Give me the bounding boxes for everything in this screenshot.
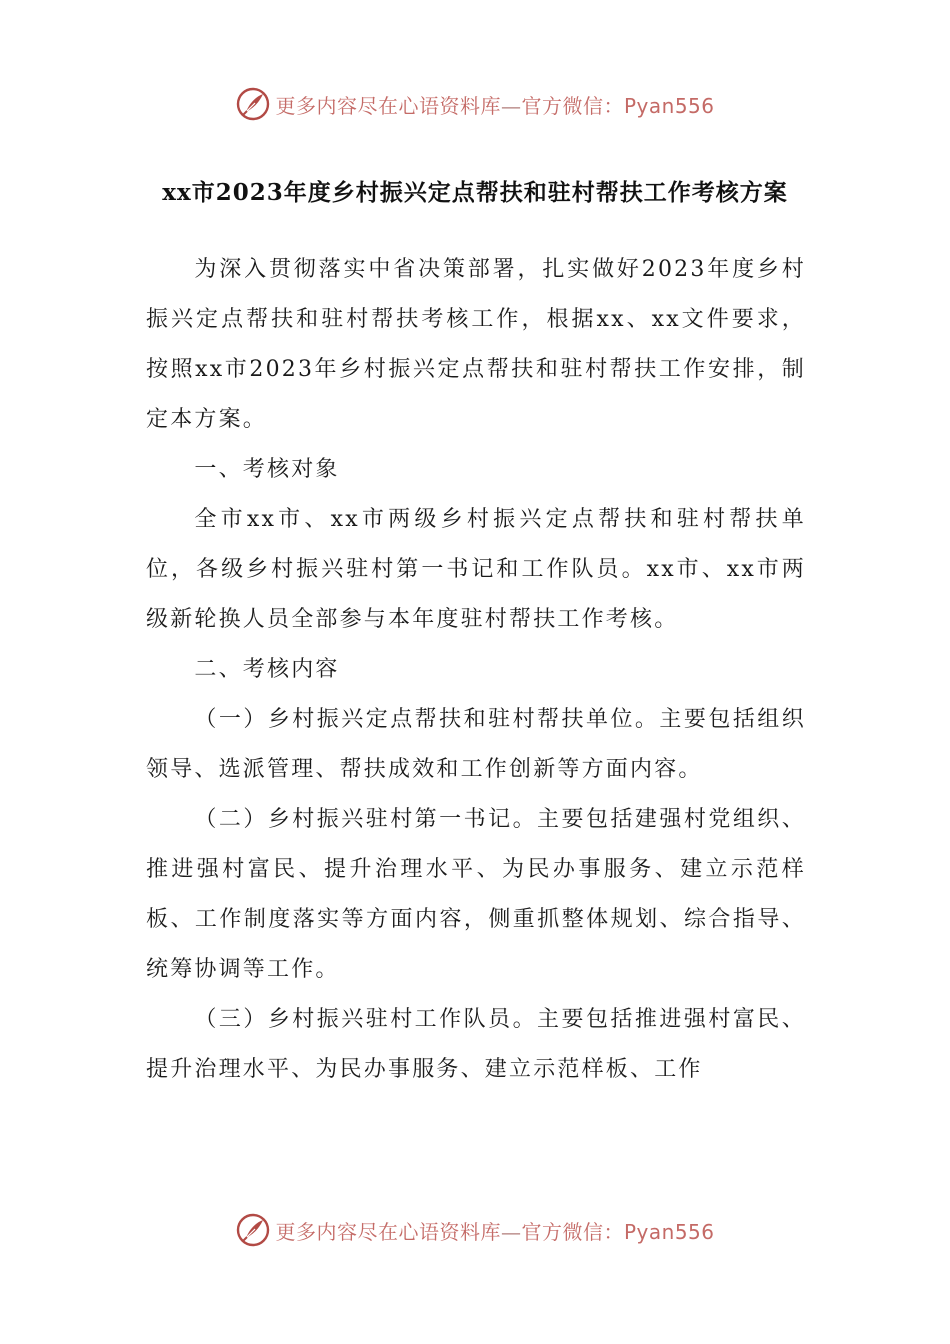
header-separator: — [500, 93, 522, 118]
footer-separator: — [500, 1219, 522, 1244]
header-banner [0, 82, 950, 126]
document-title: xx市2023年度乡村振兴定点帮扶和驻村帮扶工作考核方案 [162, 179, 788, 206]
section-heading-assessment-content: 二、考核内容 [194, 657, 340, 682]
footer-wechat-label: 官方微信： [521, 1219, 624, 1244]
paragraph-content-item-1: （一）乡村振兴定点帮扶和驻村帮扶单位。主要包括组织领导、选派管理、帮扶成效和工作创新等方面内容。 [146, 707, 806, 782]
section-heading-assessment-targets: 一、考核对象 [194, 457, 340, 482]
footer-brand-text: 更多内容尽在心语资料库 [275, 1219, 501, 1244]
quill-logo-icon [235, 86, 271, 122]
header-wechat-handle: Pyan556 [623, 93, 715, 118]
footer-banner [0, 1208, 950, 1252]
quill-logo-icon [235, 1212, 271, 1248]
header-wechat-label: 官方微信： [521, 93, 624, 118]
paragraph-content-item-2: （二）乡村振兴驻村第一书记。主要包括建强村党组织、推进强村富民、提升治理水平、为民办事服务、建立示范样板、工作制度落实等方面内容，侧重抓整体规划、综合指导、统筹协调等工作。 [146, 807, 806, 982]
footer-wechat-handle: Pyan556 [623, 1219, 715, 1244]
paragraph-assessment-targets: 全市xx市、xx市两级乡村振兴定点帮扶和驻村帮扶单位，各级乡村振兴驻村第一书记和工作队员。xx市、xx市两级新轮换人员全部参与本年度驻村帮扶工作考核。 [146, 507, 806, 632]
paragraph-intro: 为深入贯彻落实中省决策部署，扎实做好2023年度乡村振兴定点帮扶和驻村帮扶考核工作，根据xx、xx文件要求，按照xx市2023年乡村振兴定点帮扶和驻村帮扶工作安排，制定本方案。 [146, 257, 806, 432]
paragraph-content-item-3: （三）乡村振兴驻村工作队员。主要包括推进强村富民、提升治理水平、为民办事服务、建立示范样板、工作 [146, 1007, 806, 1082]
header-brand-text: 更多内容尽在心语资料库 [275, 93, 501, 118]
document-body [146, 245, 806, 1095]
